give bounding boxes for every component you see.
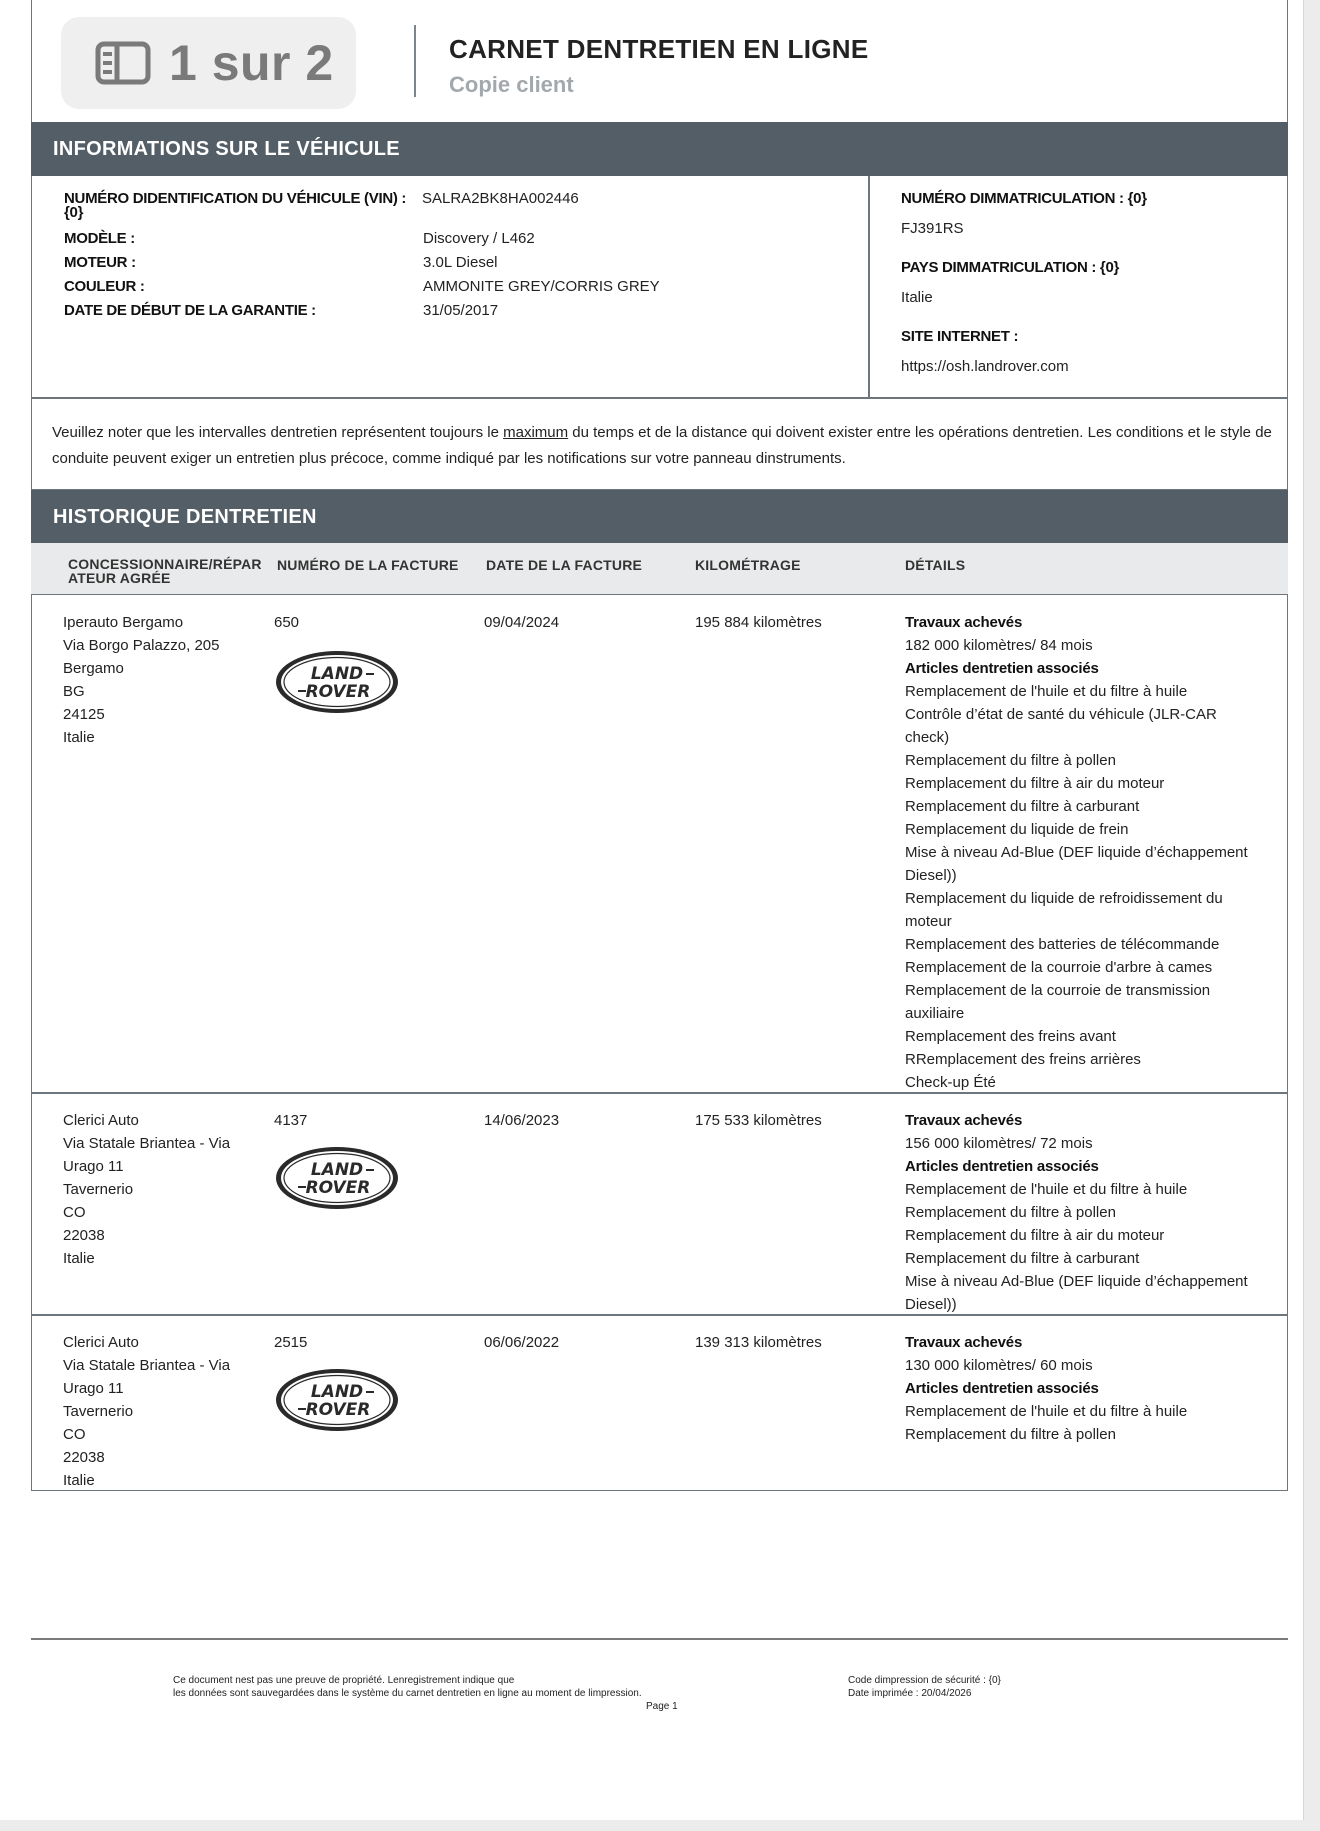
- service-item: Contrôle d’état de santé du véhicule (JLR-CAR: [905, 706, 1217, 723]
- website-label: SITE INTERNET :: [901, 328, 1019, 345]
- vin-label-extra: {0}: [64, 204, 84, 221]
- service-item: Remplacement du filtre à pollen: [905, 752, 1116, 769]
- service-item: Check-up Été: [905, 1074, 996, 1091]
- page-indicator-text: 1 sur 2: [169, 35, 334, 91]
- items-title: Articles dentretien associés: [905, 660, 1099, 677]
- dealer-street: Via Borgo Palazzo, 205: [63, 637, 220, 654]
- website-link[interactable]: https://osh.landrover.com: [901, 358, 1069, 375]
- vin-label: NUMÉRO DIDENTIFICATION DU VÉHICULE (VIN) :: [64, 190, 407, 207]
- sidebar-panel-icon: [95, 41, 151, 85]
- column-header-dealer-line1: CONCESSIONNAIRE/RÉPAR: [68, 556, 262, 572]
- disclaimer-line-1: Ce document nest pas une preuve de propriété. Lenregistrement indique que: [173, 1675, 515, 1686]
- service-item: RRemplacement des freins arrières: [905, 1051, 1141, 1068]
- service-item: Remplacement de l'huile et du filtre à huile: [905, 683, 1188, 700]
- dealer-street-2: Urago 11: [63, 1380, 124, 1397]
- maintenance-notice: [52, 420, 1277, 472]
- service-item: Diesel)): [905, 867, 957, 884]
- vin-row: [64, 190, 864, 210]
- dealer-city: Tavernerio: [63, 1403, 134, 1420]
- logo-text-line1: LAND: [310, 664, 364, 684]
- dealer-province: CO: [63, 1204, 86, 1221]
- warranty-row: [64, 302, 864, 326]
- work-title: Travaux achevés: [905, 614, 1023, 631]
- service-details: [905, 1109, 1275, 1316]
- dealer-address: [63, 1109, 243, 1270]
- registration-label: NUMÉRO DIMMATRICULATION : {0}: [901, 190, 1147, 207]
- dealer-country: Italie: [63, 1250, 95, 1267]
- footer-divider: [31, 1638, 1288, 1640]
- dealer-address: [63, 1331, 243, 1492]
- service-item: Remplacement de l'huile et du filtre à huile: [905, 1181, 1188, 1198]
- vehicle-info-left: [64, 190, 864, 326]
- logo-text-line1: LAND: [310, 1382, 364, 1402]
- land-rover-logo: [274, 1367, 400, 1433]
- logo-text-line1: LAND: [310, 1160, 364, 1180]
- warranty-label: DATE DE DÉBUT DE LA GARANTIE :: [64, 302, 316, 319]
- logo-text-line2: ROVER: [305, 1400, 371, 1420]
- dealer-street-2: Urago 11: [63, 1158, 124, 1175]
- service-item: auxiliaire: [905, 1005, 965, 1022]
- section-divider: [31, 397, 1288, 399]
- work-title: Travaux achevés: [905, 1334, 1023, 1351]
- dealer-country: Italie: [63, 729, 95, 746]
- dealer-province: BG: [63, 683, 85, 700]
- column-header-dealer-line2: ATEUR AGRÉE: [68, 570, 171, 586]
- service-item: Mise à niveau Ad-Blue (DEF liquide d’échappement: [905, 844, 1248, 861]
- service-item: Remplacement du filtre à pollen: [905, 1204, 1116, 1221]
- service-item: Remplacement du filtre à air du moteur: [905, 775, 1165, 792]
- items-title: Articles dentretien associés: [905, 1380, 1099, 1397]
- vin-value: SALRA2BK8HA002446: [422, 190, 579, 207]
- model-value: Discovery / L462: [423, 230, 535, 247]
- service-item: Remplacement du filtre à pollen: [905, 1426, 1116, 1443]
- service-item: Remplacement de la courroie de transmission: [905, 982, 1211, 999]
- color-value: AMMONITE GREY/CORRIS GREY: [423, 278, 660, 295]
- registration-country-value: Italie: [901, 289, 933, 306]
- dealer-name: Clerici Auto: [63, 1112, 139, 1129]
- footer-disclaimer: [173, 1674, 642, 1700]
- color-row: [64, 278, 864, 302]
- vehicle-info-divider: [868, 176, 870, 398]
- column-header-invoice: NUMÉRO DE LA FACTURE: [277, 557, 459, 573]
- service-item: Remplacement du liquide de frein: [905, 821, 1129, 838]
- footer-print-info: [848, 1674, 1001, 1700]
- dealer-postcode: 24125: [63, 706, 105, 723]
- service-item: Remplacement du filtre à carburant: [905, 1250, 1140, 1267]
- column-header-mileage: KILOMÉTRAGE: [695, 557, 801, 573]
- land-rover-logo: [274, 1145, 400, 1211]
- service-item: Diesel)): [905, 1296, 957, 1313]
- land-rover-logo: [274, 649, 400, 715]
- service-item: Remplacement de la courroie d'arbre à cames: [905, 959, 1213, 976]
- history-section-heading: HISTORIQUE DENTRETIEN: [31, 490, 1288, 544]
- dealer-name: Iperauto Bergamo: [63, 614, 184, 631]
- invoice-number: 4137: [274, 1112, 308, 1129]
- invoice-date: 14/06/2023: [484, 1112, 560, 1129]
- model-row: [64, 230, 864, 254]
- vehicle-info-right: [901, 190, 1147, 375]
- notice-emphasis: maximum: [503, 424, 569, 441]
- dealer-name: Clerici Auto: [63, 1334, 139, 1351]
- engine-value: 3.0L Diesel: [423, 254, 498, 271]
- service-interval: 156 000 kilomètres/ 72 mois: [905, 1135, 1093, 1152]
- mileage: 175 533 kilomètres: [695, 1112, 822, 1129]
- print-date: Date imprimée : 20/04/2026: [848, 1688, 972, 1699]
- service-interval: 130 000 kilomètres/ 60 mois: [905, 1357, 1093, 1374]
- dealer-city: Bergamo: [63, 660, 124, 677]
- dealer-country: Italie: [63, 1472, 95, 1489]
- work-title: Travaux achevés: [905, 1112, 1023, 1129]
- dealer-city: Tavernerio: [63, 1181, 134, 1198]
- invoice-number: 2515: [274, 1334, 308, 1351]
- vin-label-extra-row: [64, 204, 864, 230]
- service-details: [905, 611, 1275, 1094]
- page-indicator[interactable]: [61, 17, 356, 109]
- service-item: Remplacement de l'huile et du filtre à huile: [905, 1403, 1188, 1420]
- service-item: Remplacement du liquide de refroidissement du: [905, 890, 1223, 907]
- invoice-number: 650: [274, 614, 300, 631]
- dealer-street: Via Statale Briantea - Via: [63, 1357, 231, 1374]
- document-subtitle: Copie client: [449, 72, 574, 97]
- registration-value: FJ391RS: [901, 220, 964, 237]
- history-table-header: [31, 543, 1288, 595]
- security-code: Code dimpression de sécurité : {0}: [848, 1675, 1001, 1686]
- dealer-province: CO: [63, 1426, 86, 1443]
- dealer-address: [63, 611, 243, 749]
- service-item: Remplacement des batteries de télécommande: [905, 936, 1220, 953]
- items-title: Articles dentretien associés: [905, 1158, 1099, 1175]
- service-item: Remplacement du filtre à air du moteur: [905, 1227, 1165, 1244]
- service-item: Remplacement du filtre à carburant: [905, 798, 1140, 815]
- dealer-street: Via Statale Briantea - Via: [63, 1135, 231, 1152]
- notice-text-end: du temps et de la distance qui doivent exister entre les opérations dentretien. Les conditions et le style de conduite peuvent exiger un entretien plus précoce, comme indiqué par les notifications sur votre panneau dinstruments.: [52, 424, 1272, 467]
- invoice-date: 06/06/2022: [484, 1334, 560, 1351]
- column-header-date: DATE DE LA FACTURE: [486, 557, 643, 573]
- vehicle-section-heading: INFORMATIONS SUR LE VÉHICULE: [31, 122, 1288, 176]
- mileage: 139 313 kilomètres: [695, 1334, 822, 1351]
- table-row: [31, 595, 1288, 1092]
- dealer-postcode: 22038: [63, 1449, 105, 1466]
- dealer-postcode: 22038: [63, 1227, 105, 1244]
- model-label: MODÈLE :: [64, 230, 135, 247]
- engine-label: MOTEUR :: [64, 254, 136, 271]
- warranty-value: 31/05/2017: [423, 302, 499, 319]
- service-item: check): [905, 729, 950, 746]
- column-header-dealer: [68, 557, 268, 585]
- mileage: 195 884 kilomètres: [695, 614, 822, 631]
- color-label: COULEUR :: [64, 278, 145, 295]
- registration-country-label: PAYS DIMMATRICULATION : {0}: [901, 259, 1120, 276]
- engine-row: [64, 254, 864, 278]
- service-interval: 182 000 kilomètres/ 84 mois: [905, 637, 1093, 654]
- invoice-date: 09/04/2024: [484, 614, 560, 631]
- table-row: [31, 1315, 1288, 1490]
- service-item: Mise à niveau Ad-Blue (DEF liquide d’échappement: [905, 1273, 1248, 1290]
- notice-text-start: Veuillez noter que les intervalles dentretien représentent toujours le: [52, 424, 504, 441]
- service-item: moteur: [905, 913, 952, 930]
- logo-text-line2: ROVER: [305, 682, 371, 702]
- footer-page-number: Page 1: [646, 1701, 678, 1712]
- service-details: [905, 1331, 1275, 1446]
- logo-text-line2: ROVER: [305, 1178, 371, 1198]
- disclaimer-line-2: les données sont sauvegardées dans le système du carnet dentretien en ligne au moment de limpression.: [173, 1688, 642, 1699]
- document-title: CARNET DENTRETIEN EN LIGNE: [449, 34, 869, 64]
- header-divider: [414, 25, 416, 97]
- table-row: [31, 1093, 1288, 1314]
- column-header-details: DÉTAILS: [905, 557, 966, 573]
- service-item: Remplacement des freins avant: [905, 1028, 1116, 1045]
